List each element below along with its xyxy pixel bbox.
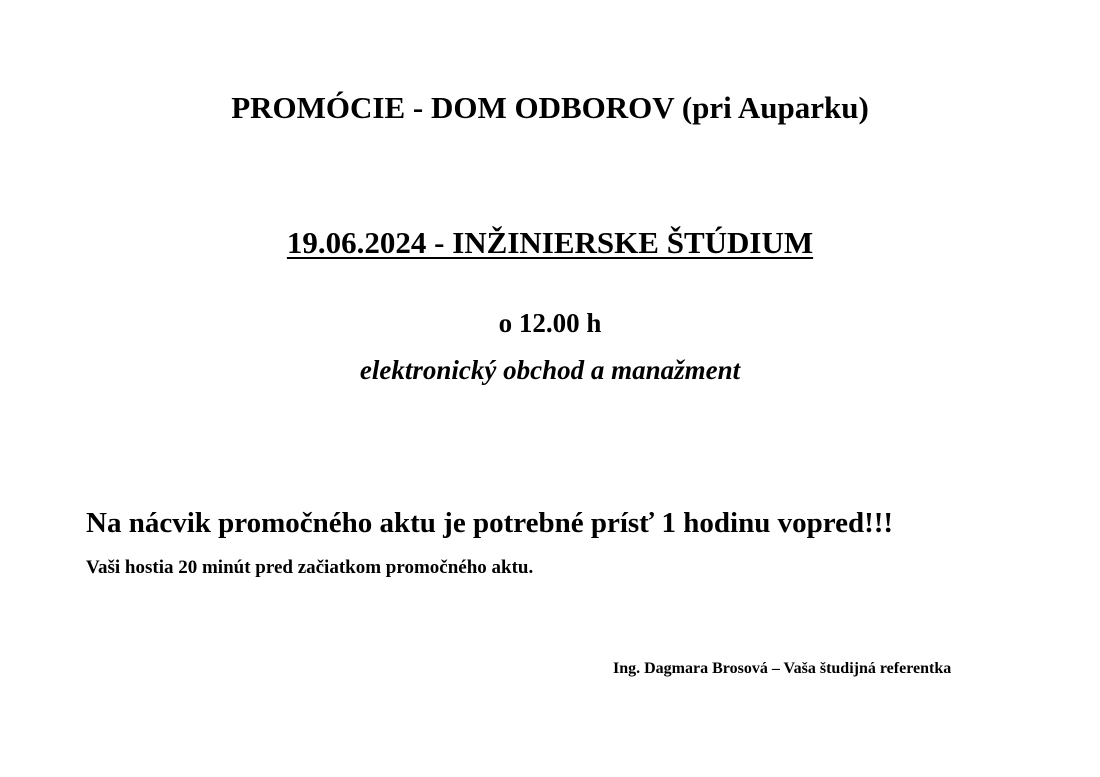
guests-note: Vaši hostia 20 minút pred začiatkom promočného aktu. <box>86 557 534 578</box>
signature: Ing. Dagmara Brosová – Vaša študijná referentka <box>613 660 952 677</box>
ceremony-time: o 12.00 h <box>498 308 602 338</box>
ceremony-date-and-study: 19.06.2024 - INŽINIERSKE ŠTÚDIUM <box>286 225 814 260</box>
study-program: elektronický obchod a manažment <box>359 355 741 385</box>
ceremony-heading <box>0 227 1100 258</box>
rehearsal-notice: Na nácvik promočného aktu je potrebné prísť 1 hodinu vopred!!! <box>86 507 894 539</box>
document-title: PROMÓCIE - DOM ODBOROV (pri Auparku) <box>231 90 869 125</box>
